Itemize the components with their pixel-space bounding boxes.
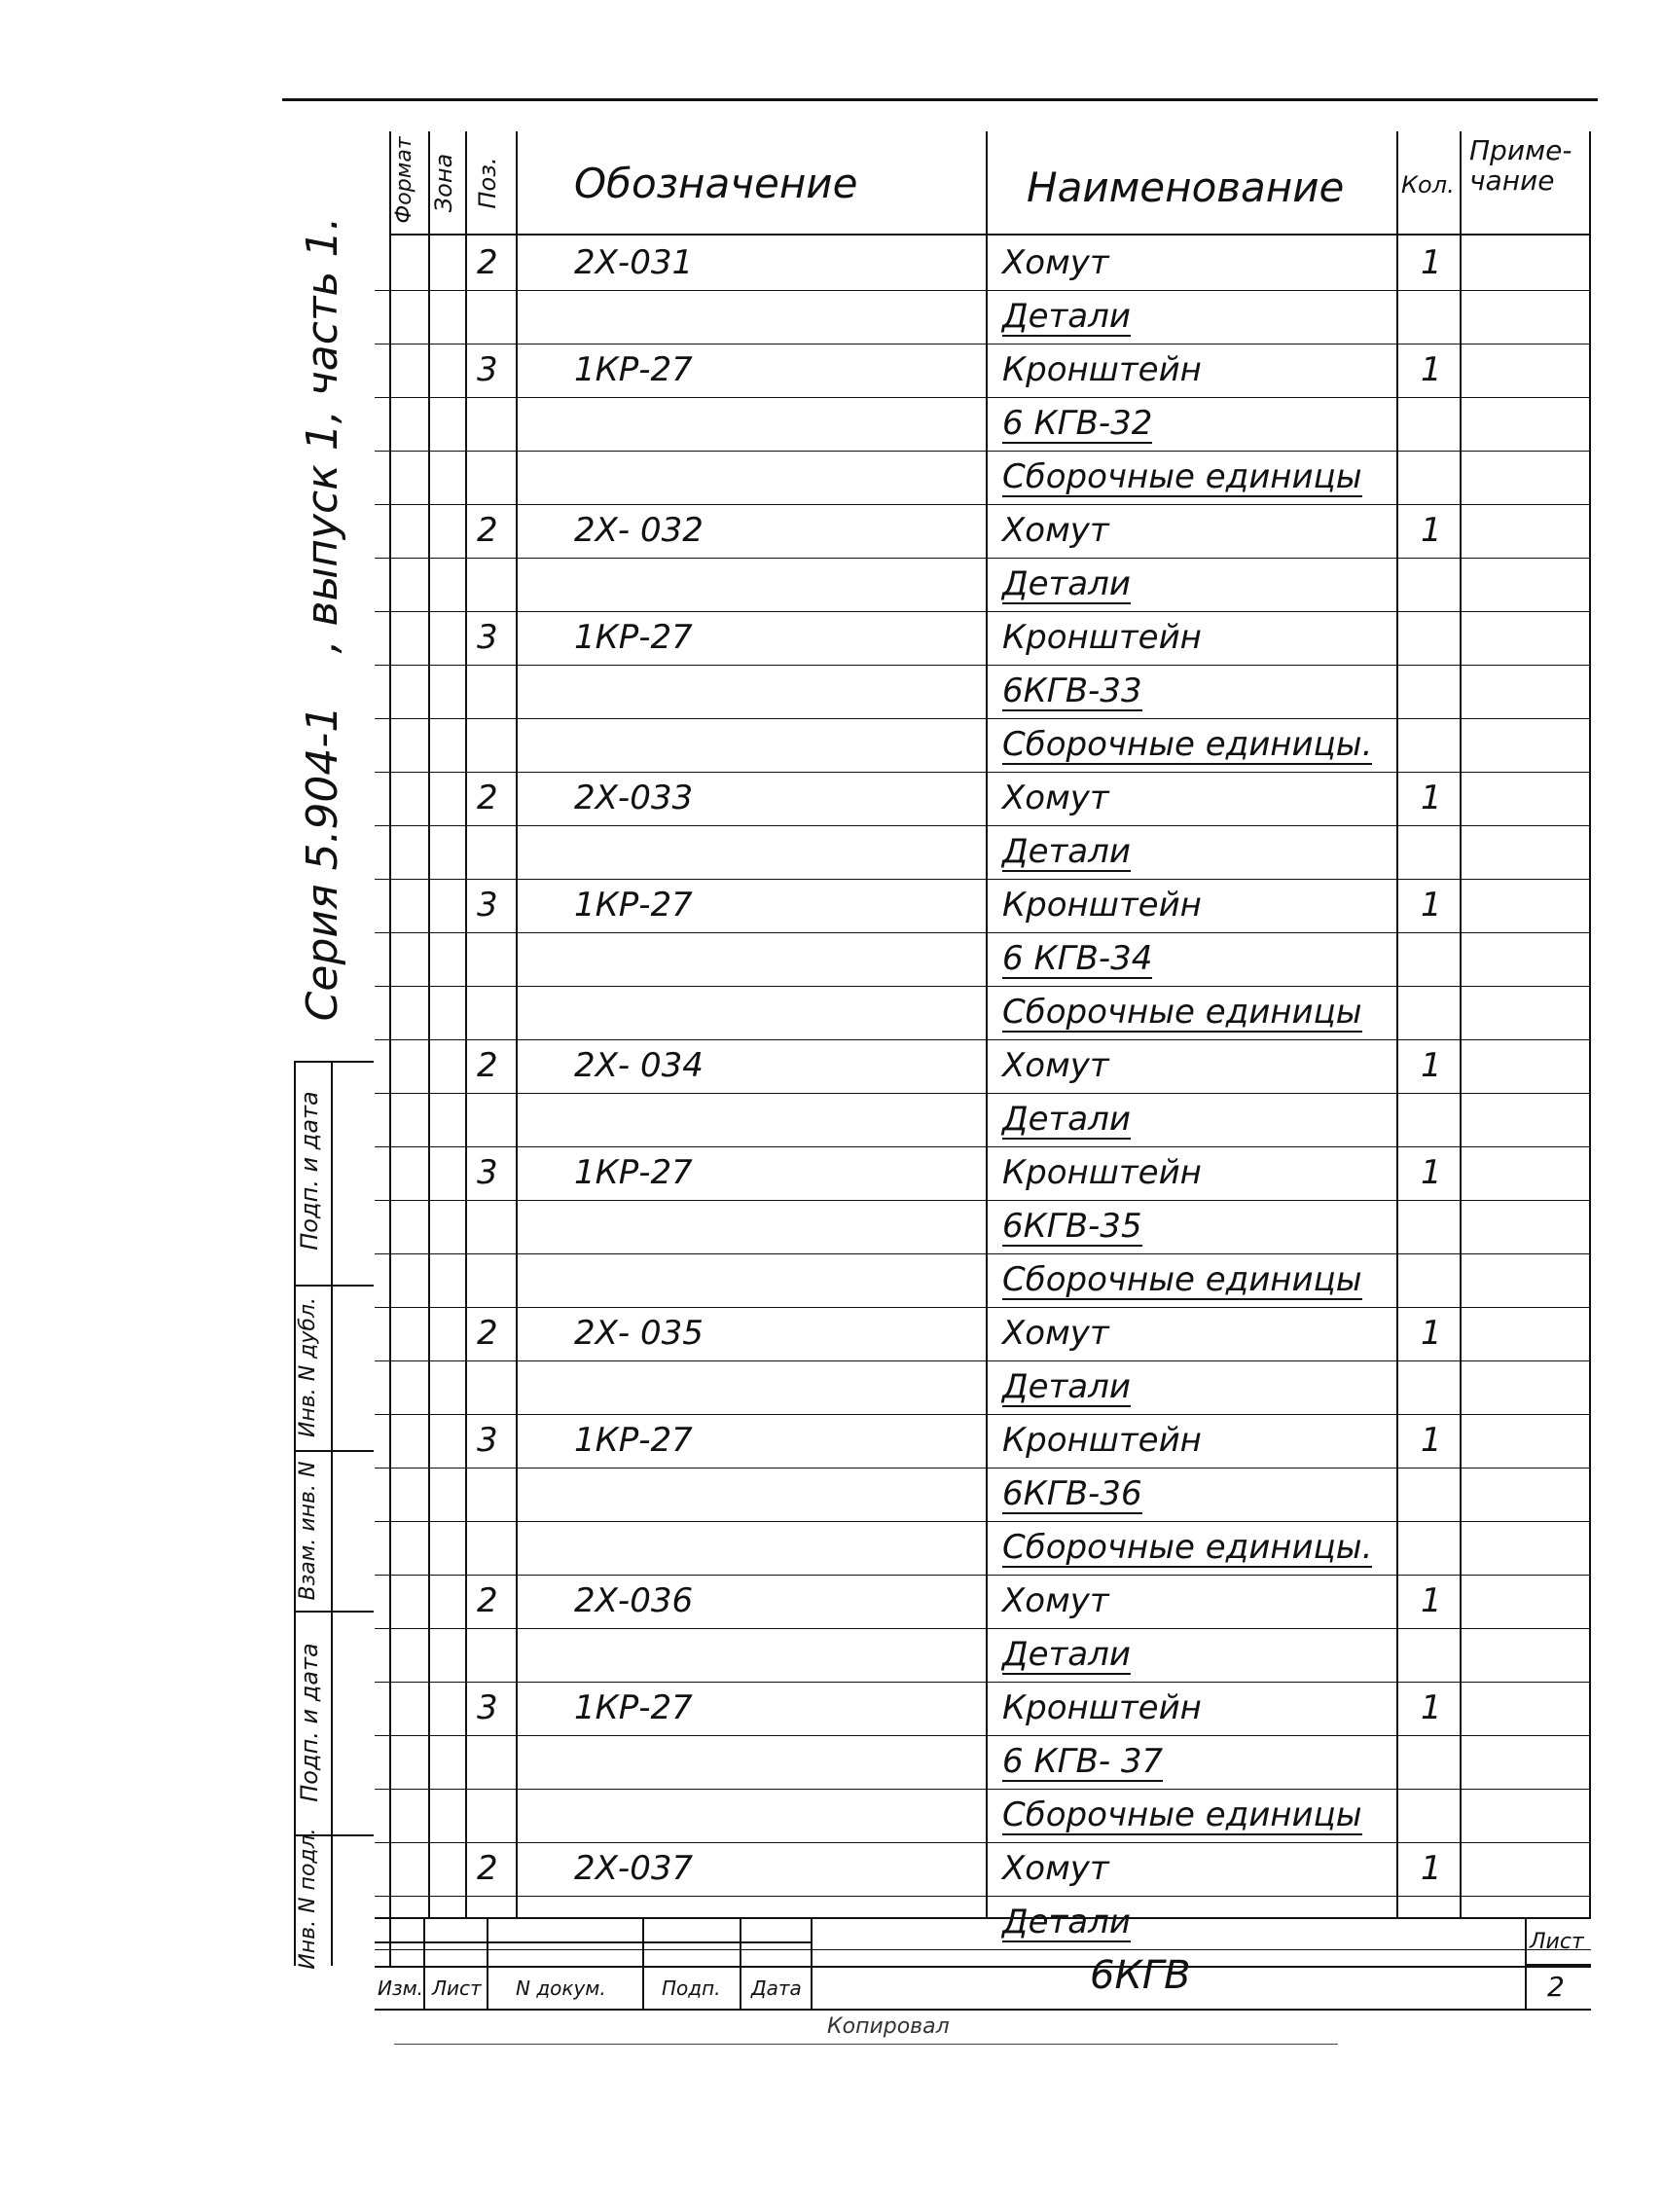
name-cell: Сборочные единицы [1002, 1795, 1362, 1834]
designation-cell: 2Х- 034 [574, 1046, 704, 1085]
name-cell: 6 КГВ- 37 [1002, 1742, 1164, 1781]
name-cell: Детали [1002, 1903, 1131, 1941]
stamp-label-2: Инв. N дубл. [296, 1296, 320, 1438]
qty-cell: 1 [1421, 1314, 1442, 1353]
stamp-label-5: Инв. N подл. [296, 1828, 320, 1970]
header-note: Приме- чание [1469, 134, 1572, 197]
title-col-2: Лист [432, 1976, 482, 2000]
name-cell: Кронштейн [1002, 886, 1202, 925]
designation-cell: 2Х- 035 [574, 1314, 704, 1353]
designation-cell: 2Х-037 [574, 1849, 694, 1888]
name-cell: Хомут [1002, 511, 1109, 550]
designation-cell: 1КР-27 [574, 886, 693, 925]
name-cell: Кронштейн [1002, 1688, 1202, 1727]
designation-cell: 2Х-033 [574, 779, 694, 817]
designation-cell: 1КР-27 [574, 1688, 693, 1727]
qty-cell: 1 [1421, 511, 1442, 550]
name-cell: Детали [1002, 297, 1131, 336]
qty-cell: 1 [1421, 350, 1442, 389]
name-cell: 6КГВ-36 [1002, 1474, 1142, 1513]
pos-cell: 2 [477, 779, 498, 817]
name-cell: Кронштейн [1002, 350, 1202, 389]
name-cell: Сборочные единицы. [1002, 1528, 1373, 1567]
name-cell: Детали [1002, 564, 1131, 603]
header-name: Наименование [1027, 163, 1345, 211]
copied-by: Копировал [827, 2014, 950, 2039]
pos-cell: 2 [477, 511, 498, 550]
pos-cell: 3 [477, 618, 498, 657]
qty-cell: 1 [1421, 1153, 1442, 1192]
qty-cell: 1 [1421, 886, 1442, 925]
title-col-4: Подп. [662, 1976, 721, 2000]
name-cell: Хомут [1002, 243, 1109, 282]
name-cell: Детали [1002, 1100, 1131, 1139]
header-designation: Обозначение [574, 160, 858, 207]
name-cell: Сборочные единицы. [1002, 725, 1373, 764]
title-col-5: Дата [751, 1976, 802, 2000]
name-cell: Хомут [1002, 779, 1109, 817]
name-cell: 6КГВ-35 [1002, 1207, 1142, 1246]
designation-cell: 2Х- 032 [574, 511, 704, 550]
name-cell: Хомут [1002, 1314, 1109, 1353]
qty-cell: 1 [1421, 1688, 1442, 1727]
title-col-1: Изм. [378, 1976, 424, 2000]
name-cell: Кронштейн [1002, 1421, 1202, 1460]
qty-cell: 1 [1421, 1046, 1442, 1085]
name-cell: 6КГВ-33 [1002, 671, 1142, 710]
pos-cell: 2 [477, 243, 498, 282]
pos-cell: 2 [477, 1314, 498, 1353]
pos-cell: 3 [477, 350, 498, 389]
qty-cell: 1 [1421, 779, 1442, 817]
designation-cell: 1КР-27 [574, 1153, 693, 1192]
header-zone: Зона [430, 153, 457, 213]
qty-cell: 1 [1421, 1849, 1442, 1888]
header-format: Формат [392, 136, 416, 224]
name-cell: Хомут [1002, 1046, 1109, 1085]
sheet-label: Лист [1530, 1930, 1584, 1954]
name-cell: 6 КГВ-32 [1002, 404, 1153, 443]
designation-cell: 1КР-27 [574, 350, 693, 389]
sheet-number: 2 [1547, 1971, 1565, 2003]
title-col-3: N докум. [516, 1976, 606, 2000]
designation-cell: 2Х-036 [574, 1581, 694, 1620]
doc-code: 6КГВ [1090, 1953, 1191, 1998]
qty-cell: 1 [1421, 243, 1442, 282]
name-cell: Сборочные единицы [1002, 457, 1362, 496]
name-cell: Сборочные единицы [1002, 1260, 1362, 1299]
header-pos: Поз. [474, 157, 501, 209]
header-qty: Кол. [1401, 171, 1455, 199]
pos-cell: 3 [477, 1421, 498, 1460]
pos-cell: 2 [477, 1046, 498, 1085]
pos-cell: 3 [477, 1153, 498, 1192]
qty-cell: 1 [1421, 1581, 1442, 1620]
issue-label: , выпуск 1, часть 1. [298, 216, 347, 654]
stamp-label-1: Подп. и дата [296, 1091, 323, 1251]
name-cell: Хомут [1002, 1849, 1109, 1888]
name-cell: Сборочные единицы [1002, 993, 1362, 1032]
name-cell: Хомут [1002, 1581, 1109, 1620]
name-cell: Детали [1002, 832, 1131, 871]
pos-cell: 2 [477, 1581, 498, 1620]
name-cell: Кронштейн [1002, 1153, 1202, 1192]
name-cell: Кронштейн [1002, 618, 1202, 657]
name-cell: Детали [1002, 1367, 1131, 1406]
name-cell: 6 КГВ-34 [1002, 939, 1153, 978]
pos-cell: 2 [477, 1849, 498, 1888]
series-label: Серия 5.904-1 [298, 705, 347, 1022]
designation-cell: 2Х-031 [574, 243, 694, 282]
qty-cell: 1 [1421, 1421, 1442, 1460]
pos-cell: 3 [477, 1688, 498, 1727]
designation-cell: 1КР-27 [574, 1421, 693, 1460]
designation-cell: 1КР-27 [574, 618, 693, 657]
name-cell: Детали [1002, 1635, 1131, 1674]
pos-cell: 3 [477, 886, 498, 925]
stamp-label-4: Подп. и дата [296, 1643, 323, 1802]
stamp-label-3: Взам. инв. N [296, 1461, 320, 1601]
